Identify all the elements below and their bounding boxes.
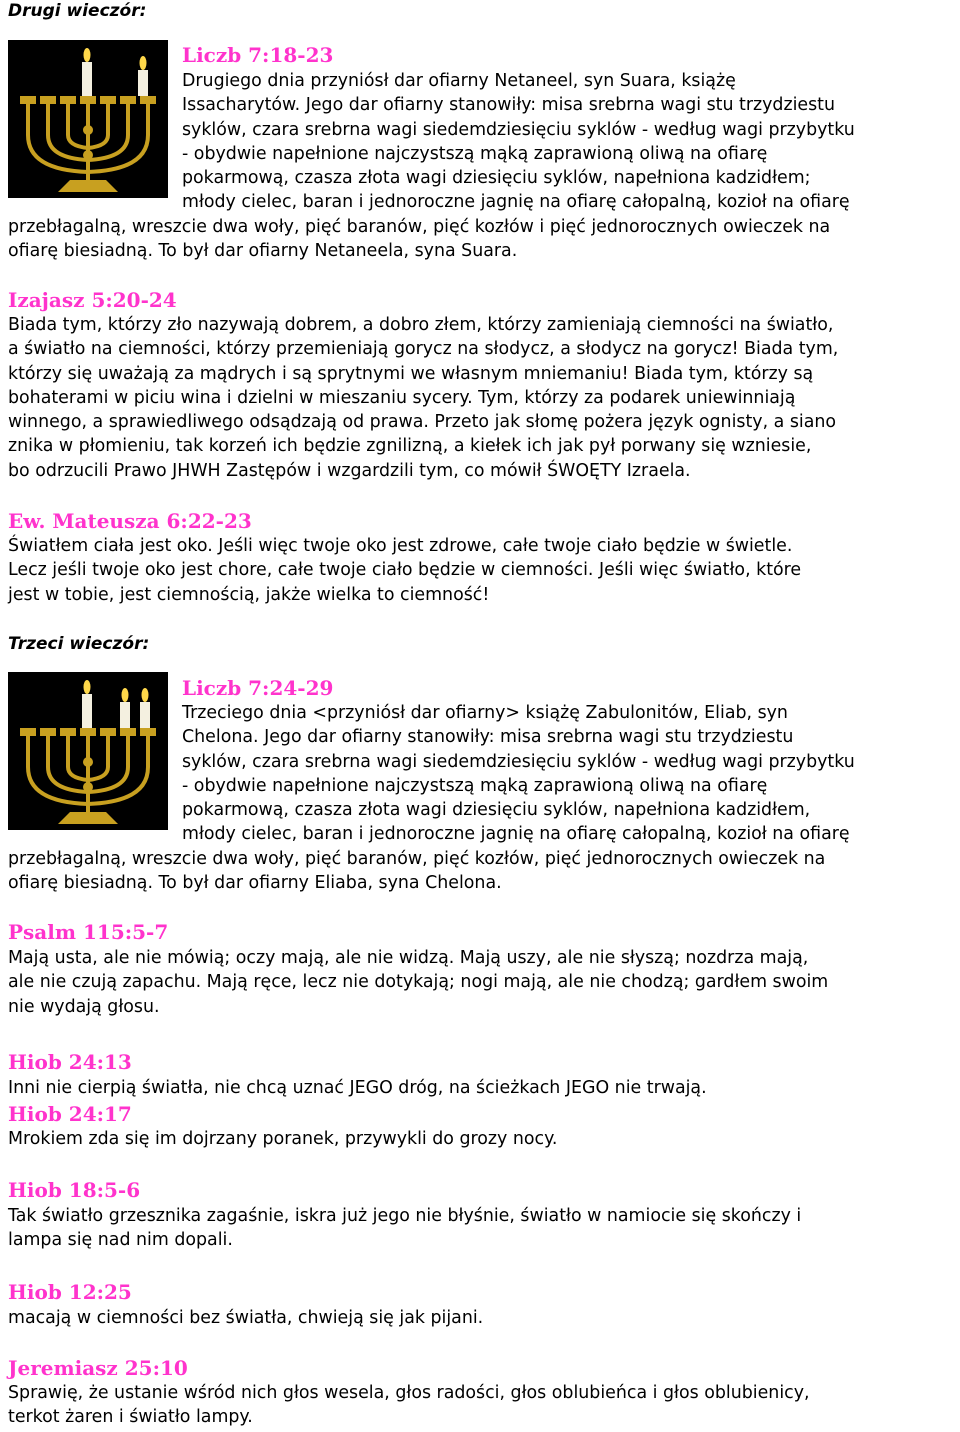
reading-text xyxy=(182,69,958,215)
reading-text xyxy=(182,701,958,847)
text-line: nie wydają głosu. xyxy=(8,996,160,1017)
text-line: syklów, czara srebrna wagi siedemdziesięciu syklów - według wagi przybytku xyxy=(182,119,855,140)
menorah-three-candles-icon xyxy=(8,672,168,830)
reading-text xyxy=(8,313,958,483)
text-line: ofiarę biesiadną. To był dar ofiarny Eliaba, syna Chelona. xyxy=(8,873,502,894)
reading-reference: Izajasz 5:20-24 xyxy=(8,288,177,312)
text-line: - obydwie napełnione najczystszą mąką zaprawioną oliwą na ofiarę xyxy=(182,143,768,164)
text-line: Lecz jeśli twoje oko jest chore, całe twoje ciało będzie w ciemności. Jeśli więc światło, które xyxy=(8,560,802,581)
reading-text xyxy=(8,1127,958,1151)
text-line: ofiarę biesiadną. To był dar ofiarny Netaneela, syna Suara. xyxy=(8,241,518,262)
text-line: bo odrzucili Prawo JHWH Zastępów i wzgardzili tym, co mówił ŚWOĘTY Izraela. xyxy=(8,460,691,481)
section-heading-second-evening: Drugi wieczór: xyxy=(8,1,147,21)
text-line: Światłem ciała jest oko. Jeśli więc twoje oko jest zdrowe, całe twoje ciało będzie w świetle. xyxy=(8,536,793,556)
text-line: Mrokiem zda się im dojrzany poranek, przywykli do grozy nocy. xyxy=(8,1129,558,1149)
reading-reference: Hiob 24:13 xyxy=(8,1050,132,1074)
text-line: ale nie czują zapachu. Mają ręce, lecz nie dotykają; nogi mają, ale nie chodzą; gardłem swoim xyxy=(8,972,829,993)
reading-text xyxy=(8,534,958,607)
reading-reference: Hiob 24:17 xyxy=(8,1102,132,1126)
reading-text xyxy=(8,946,958,1019)
reading-text xyxy=(8,1204,958,1253)
reading-text-continued xyxy=(8,847,958,896)
text-line: a światło na ciemności, którzy przemieniają gorycz na słodycz, a słodycz na gorycz! Biada tym, xyxy=(8,339,839,360)
text-line: jest w tobie, jest ciemnością, jakże wielka to ciemność! xyxy=(8,584,490,605)
reading-reference: Hiob 18:5-6 xyxy=(8,1178,141,1202)
text-line: macają w ciemności bez światła, chwieją się jak pijani. xyxy=(8,1308,484,1328)
section-heading-third-evening: Trzeci wieczór: xyxy=(8,634,150,654)
text-line: znika w płomieniu, tak korzeń ich będzie zgnilizną, a kiełek ich jak pył porwany się wzniesie, xyxy=(8,436,812,457)
text-line: Sprawię, że ustanie wśród nich głos wesela, głos radości, głos oblubieńca i głos oblubienicy, xyxy=(8,1383,810,1403)
reading-text-continued xyxy=(8,215,958,264)
menorah-image-two-candles xyxy=(8,40,168,198)
reading-text xyxy=(8,1076,958,1100)
reading-reference: Psalm 115:5-7 xyxy=(8,920,169,944)
reading-text xyxy=(8,1306,958,1330)
text-line: winnego, a sprawiedliwego odsądzają od prawa. Przeto jak słomę pożera język ognisty, a siano xyxy=(8,412,837,433)
text-line: młody cielec, baran i jednoroczne jagnię na ofiarę całopalną, kozioł na ofiarę xyxy=(182,824,850,845)
text-line: Tak światło grzesznika zagaśnie, iskra już jego nie błyśnie, światło w namiocie się skończy i xyxy=(8,1206,802,1226)
text-line: syklów, czara srebrna wagi siedemdziesięciu syklów - według wagi przybytku xyxy=(182,751,855,772)
text-line: pokarmową, czasza złota wagi dziesięciu syklów, napełniona kadzidłem; xyxy=(182,168,811,189)
text-line: Drugiego dnia przyniósł dar ofiarny Netaneel, syn Suara, książę xyxy=(182,71,736,91)
menorah-two-candles-icon xyxy=(8,40,168,198)
text-line: Chelona. Jego dar ofiarny stanowiły: misa srebrna wagi stu trzydziestu xyxy=(182,727,794,748)
text-line: lampa się nad nim dopali. xyxy=(8,1230,233,1251)
text-line: bohaterami w piciu wina i dzielni w mieszaniu sycery. Tym, którzy za podarek uniewinniają xyxy=(8,387,796,408)
text-line: przebłagalną, wreszcie dwa woły, pięć baranów, pięć kozłów i pięć jednorocznych owieczek na xyxy=(8,217,831,237)
text-line: Inni nie cierpią światła, nie chcą uznać JEGO dróg, na ścieżkach JEGO nie trwają. xyxy=(8,1078,707,1098)
reading-reference: Ew. Mateusza 6:22-23 xyxy=(8,509,252,533)
text-line: Trzeciego dnia <przyniósł dar ofiarny> książę Zabulonitów, Eliab, syn xyxy=(182,703,788,723)
text-line: - obydwie napełnione najczystszą mąką zaprawioną oliwą na ofiarę xyxy=(182,775,768,796)
text-line: młody cielec, baran i jednoroczne jagnię na ofiarę całopalną, kozioł na ofiarę xyxy=(182,192,850,213)
text-line: pokarmową, czasza złota wagi dziesięciu syklów, napełniona kadzidłem, xyxy=(182,800,811,821)
reading-reference: Jeremiasz 25:10 xyxy=(8,1356,188,1380)
reading-text xyxy=(8,1381,958,1430)
text-line: Issacharytów. Jego dar ofiarny stanowiły: misa srebrna wagi stu trzydziestu xyxy=(182,95,836,116)
menorah-image-three-candles xyxy=(8,672,168,830)
text-line: przebłagalną, wreszcie dwa woły, pięć baranów, pięć kozłów, pięć jednorocznych owieczek na xyxy=(8,849,826,869)
reading-reference: Liczb 7:18-23 xyxy=(182,43,334,67)
text-line: Mają usta, ale nie mówią; oczy mają, ale nie widzą. Mają uszy, ale nie słyszą; nozdrza mają, xyxy=(8,948,809,968)
reading-reference: Hiob 12:25 xyxy=(8,1280,132,1304)
text-line: którzy się uważają za mądrych i są sprytnymi we własnym mniemaniu! Biada tym, którzy są xyxy=(8,363,814,384)
text-line: terkot żaren i światło lampy. xyxy=(8,1407,253,1428)
reading-reference: Liczb 7:24-29 xyxy=(182,676,334,700)
text-line: Biada tym, którzy zło nazywają dobrem, a dobro złem, którzy zamieniają ciemności na światło, xyxy=(8,315,834,335)
